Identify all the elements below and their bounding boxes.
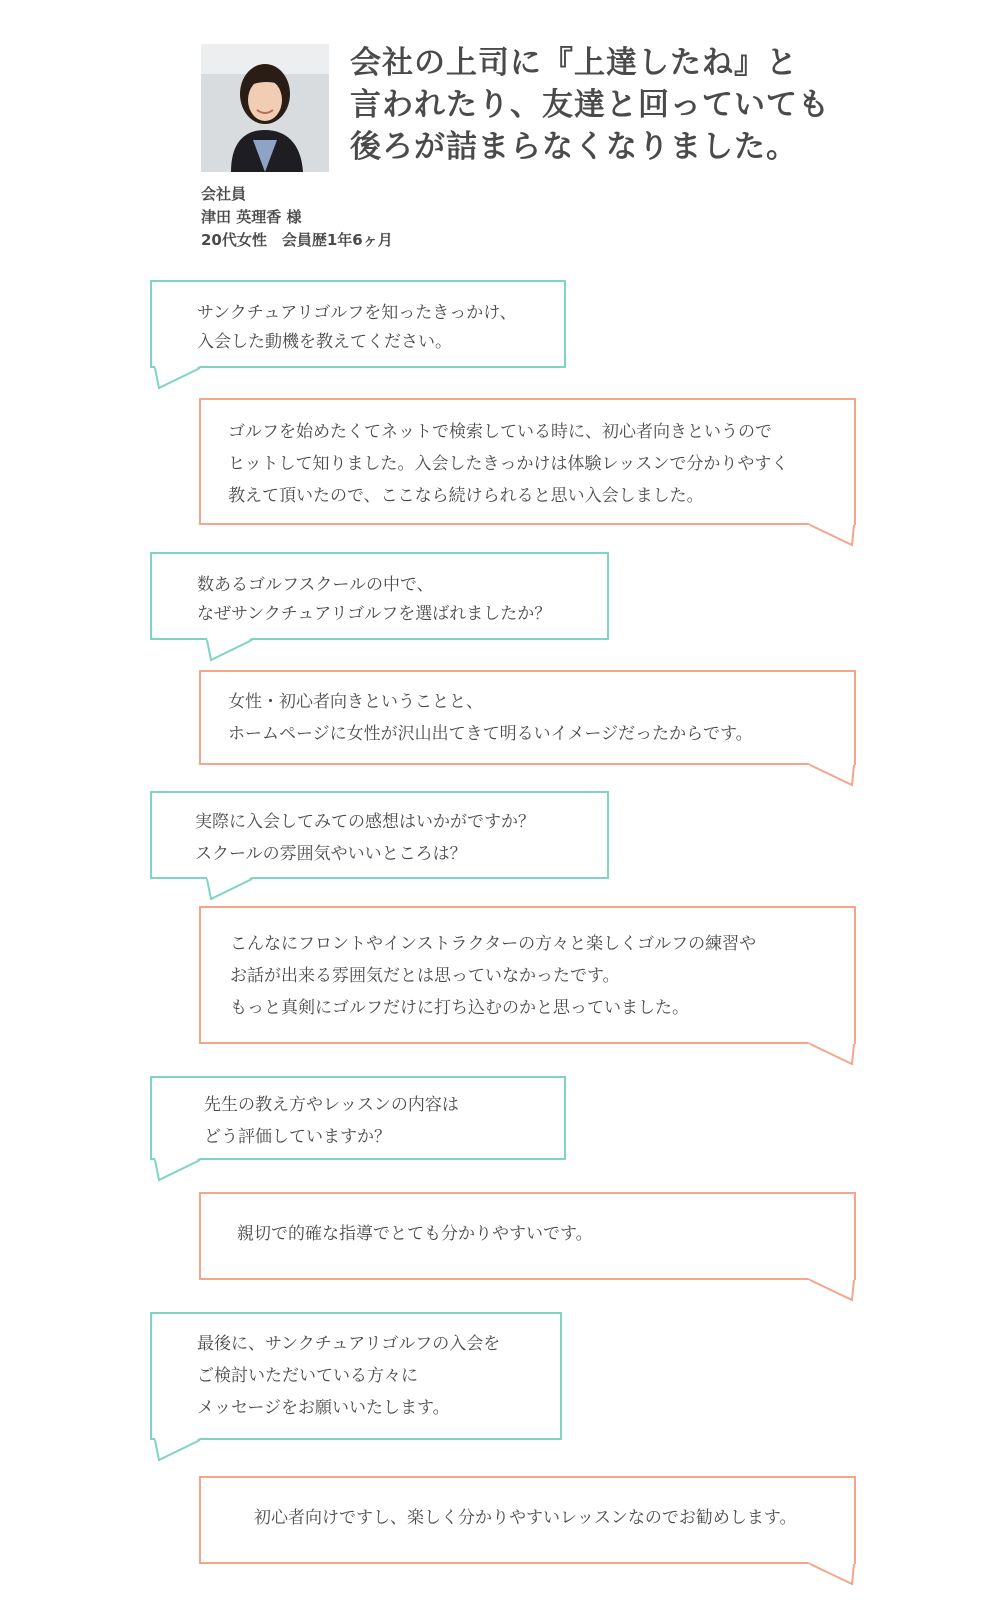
answer-tail [806, 523, 856, 549]
profile-details: 20代女性 会員歴1年6ヶ月 [201, 231, 393, 249]
question-2-line-2: なぜサンクチュアリゴルフを選ばれましたか？ [197, 604, 552, 624]
profile-occupation: 会社員 [201, 185, 247, 203]
answer-1-line-3: 教えて頂いたので、ここなら続けられると思い入会しました。 [228, 486, 704, 506]
question-tail [155, 1158, 203, 1184]
answer-1-line-1: ゴルフを始めたくてネットで検索している時に、初心者向きというので [228, 422, 772, 442]
answer-4-line-1: 親切で的確な指導でとても分かりやすいです。 [237, 1224, 593, 1244]
question-tail [155, 1438, 203, 1464]
headline [350, 42, 870, 168]
answer-3-line-1: こんなにフロントやインストラクターの方々と楽しくゴルフの練習や [230, 934, 757, 954]
question-bubble-5 [150, 1312, 562, 1440]
answer-3-line-3: もっと真剣にゴルフだけに打ち込むのかと思っていました。 [230, 998, 689, 1018]
question-bubble-1 [150, 280, 566, 368]
answer-bubble-2 [199, 670, 856, 765]
profile-name: 津田 英理香 様 [201, 208, 302, 226]
question-3-line-2: スクールの雰囲気やいいところは？ [195, 844, 467, 864]
question-4-line-1: 先生の教え方やレッスンの内容は [204, 1095, 459, 1115]
answer-bubble-3 [199, 906, 856, 1044]
answer-5-line-1: 初心者向けですし、楽しく分かりやすいレッスンなのでお勧めします。 [254, 1508, 797, 1528]
question-bubble-4 [150, 1076, 566, 1160]
question-tail [155, 366, 203, 392]
answer-2-line-2: ホームページに女性が沢山出てきて明るいイメージだったからです。 [228, 724, 753, 744]
answer-3-line-2: お話が出来る雰囲気だとは思っていなかったです。 [230, 966, 620, 986]
answer-bubble-1 [199, 398, 856, 525]
customer-profile [201, 183, 393, 252]
question-4-line-2: どう評価していますか？ [204, 1127, 391, 1147]
question-1-line-2: 入会した動機を教えてください。 [197, 332, 452, 352]
answer-bubble-5 [199, 1476, 856, 1564]
answer-tail [806, 763, 856, 789]
answer-1-line-2: ヒットして知りました。入会したきっかけは体験レッスンで分かりやすく [228, 454, 789, 474]
question-3-line-1: 実際に入会してみての感想はいかがですか？ [195, 812, 535, 832]
question-5-line-2: ご検討いただいている方々に [197, 1366, 418, 1386]
answer-2-line-1: 女性・初心者向きということと、 [228, 692, 483, 712]
headline-line-1: 会社の上司に『上達したね』と [350, 45, 798, 81]
question-2-line-1: 数あるゴルフスクールの中で、 [197, 575, 434, 595]
answer-tail [806, 1278, 856, 1304]
question-5-line-1: 最後に、サンクチュアリゴルフの入会を [197, 1334, 501, 1354]
question-bubble-2 [150, 552, 609, 640]
question-bubble-3 [150, 791, 609, 879]
answer-tail [806, 1042, 856, 1068]
answer-bubble-4 [199, 1192, 856, 1280]
question-tail [207, 877, 255, 903]
question-tail [207, 638, 255, 664]
headline-line-2: 言われたり、友達と回っていても [350, 87, 830, 123]
question-1-line-1: サンクチュアリゴルフを知ったきっかけ、 [197, 303, 517, 323]
headline-line-3: 後ろが詰まらなくなりました。 [350, 129, 798, 165]
question-5-line-3: メッセージをお願いいたします。 [197, 1398, 450, 1418]
answer-tail [806, 1562, 856, 1588]
customer-photo [201, 44, 329, 172]
